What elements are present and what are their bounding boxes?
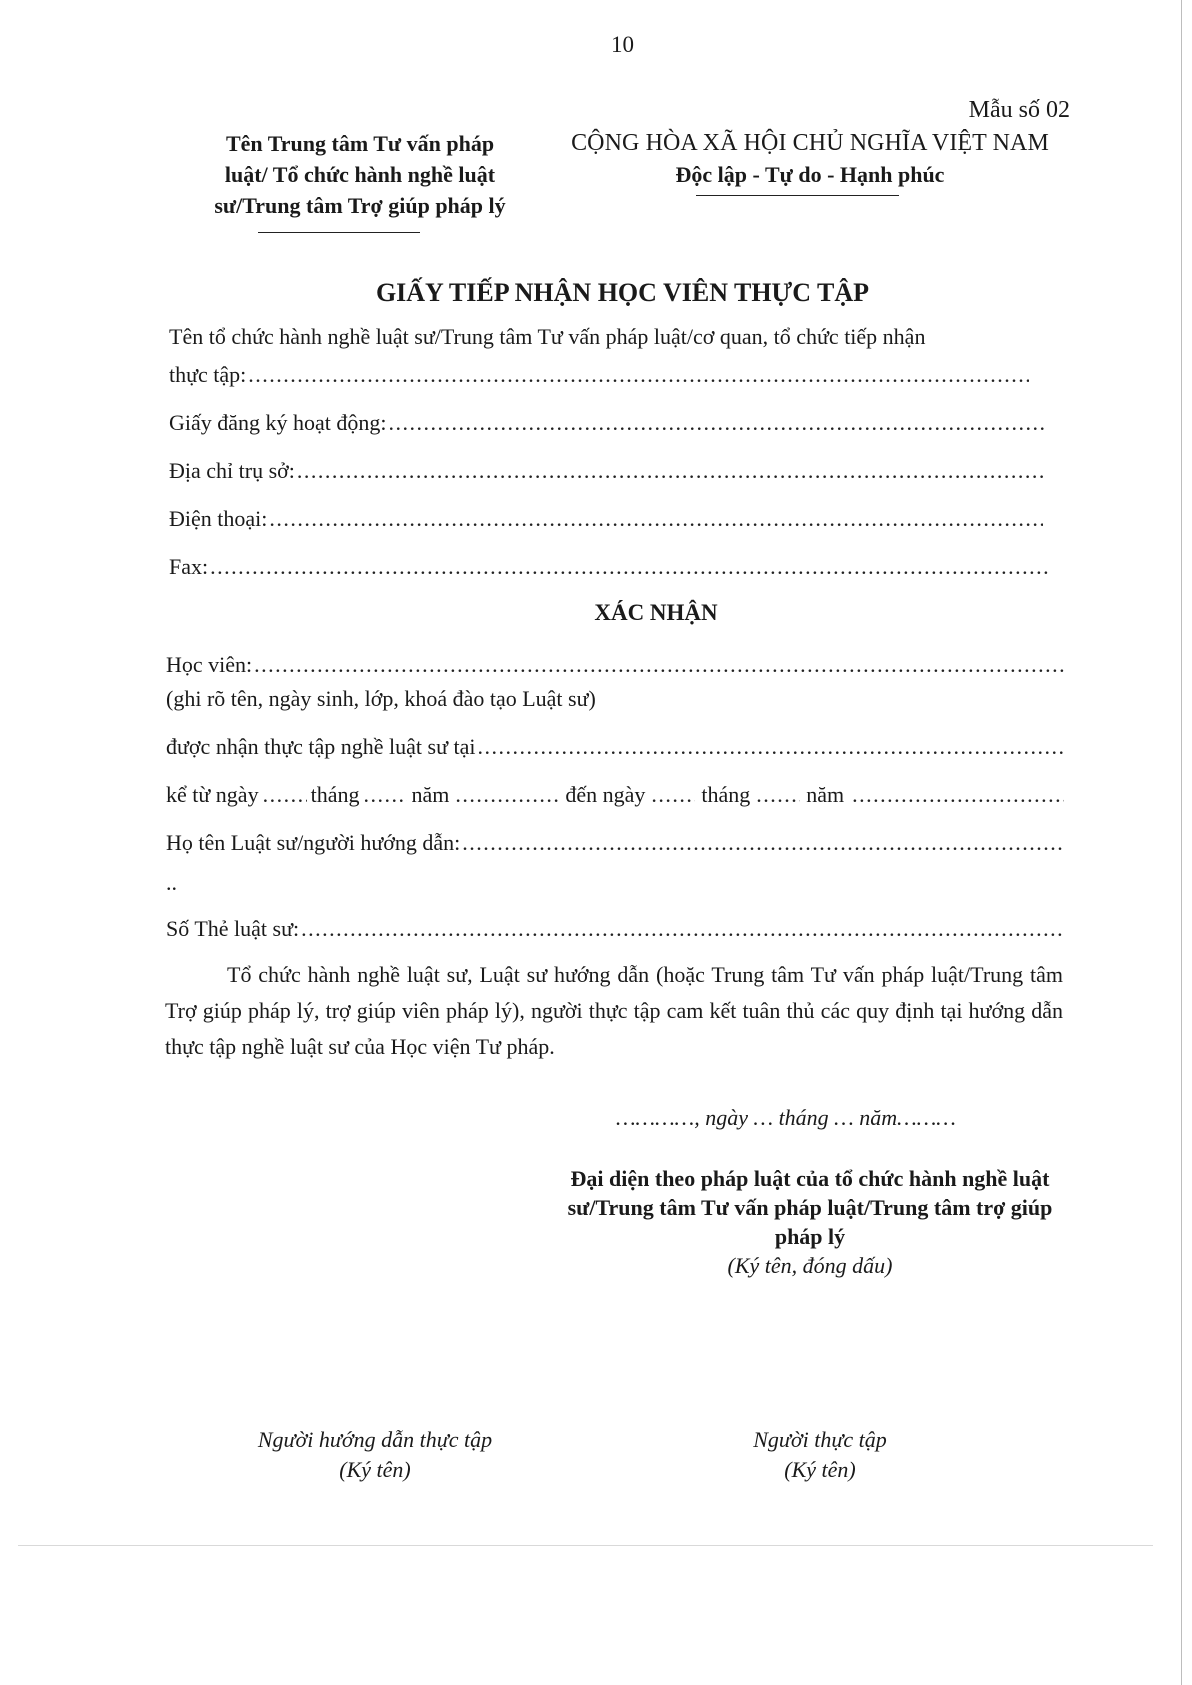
dotted-leader	[363, 780, 407, 810]
org-line: sư/Trung tâm Trợ giúp pháp lý	[214, 193, 506, 218]
dotted-leader	[210, 552, 1049, 582]
field-hint: (ghi rõ tên, ngày sinh, lớp, khoá đào tạo Luật sư)	[166, 686, 596, 711]
field-student	[166, 650, 1064, 680]
field-org-name-cont	[169, 360, 1029, 390]
footer-divider	[18, 1545, 1153, 1546]
dotted-leader	[462, 828, 1064, 858]
mentor-signature-note: (Ký tên)	[339, 1457, 411, 1482]
dotted-leader	[254, 650, 1064, 680]
field-label: được nhận thực tập nghề luật sư tại	[166, 734, 476, 759]
form-code: Mẫu số 02	[968, 97, 1070, 123]
motto-underline	[696, 195, 899, 196]
field-label: Địa chỉ trụ sở:	[169, 458, 295, 483]
national-header	[530, 128, 1090, 190]
label-to-day: đến ngày	[565, 782, 646, 807]
dotted-leader	[263, 780, 307, 810]
org-line: luật/ Tổ chức hành nghề luật	[224, 162, 496, 187]
field-registration	[169, 408, 1047, 438]
dotted-leader	[389, 408, 1047, 438]
nation-name: CỘNG HÒA XÃ HỘI CHỦ NGHĨA VIỆT NAM	[571, 130, 1049, 156]
continuation-dots: ..	[166, 870, 177, 895]
mentor-signature	[200, 1425, 550, 1485]
document-title: GIẤY TIẾP NHẬN HỌC VIÊN THỰC TẬP	[375, 278, 870, 307]
field-label: Tên tổ chức hành nghề luật sư/Trung tâm Tư vấn pháp luật/cơ quan, tổ chức tiếp nhận	[169, 324, 926, 349]
section-heading: XÁC NHẬN	[594, 600, 718, 625]
representative-title: Đại diện theo pháp luật của tổ chức hành nghề luật sư/Trung tâm Tư vấn pháp luật/Trung tâm trợ giúp pháp lý	[567, 1166, 1053, 1249]
field-label: Học viên:	[166, 652, 253, 677]
national-motto: Độc lập - Tự do - Hạnh phúc	[675, 162, 945, 187]
dotted-leader	[301, 914, 1062, 944]
field-label: Số Thẻ luật sư:	[166, 916, 300, 941]
field-label: thực tập:	[169, 362, 247, 387]
label-month: tháng	[701, 782, 751, 807]
dotted-leader	[269, 504, 1043, 534]
dotted-leader	[651, 780, 695, 810]
trainee-signature-note: (Ký tên)	[784, 1457, 856, 1482]
dotted-leader	[455, 780, 559, 810]
dotted-leader	[852, 780, 1064, 810]
field-period	[166, 780, 1064, 810]
label-from-day: kể từ ngày	[166, 782, 259, 807]
issuing-organization	[155, 128, 565, 221]
representative-signature	[560, 1164, 1060, 1280]
field-continuation	[166, 868, 266, 898]
field-label: Họ tên Luật sư/người hướng dẫn:	[166, 830, 461, 855]
page-number: 10	[611, 32, 634, 57]
field-label: Điện thoại:	[169, 506, 268, 531]
dotted-leader	[756, 780, 800, 810]
student-note	[166, 684, 1064, 714]
label-year: năm	[806, 782, 845, 807]
dotted-leader	[297, 456, 1043, 486]
dotted-leader	[248, 360, 1029, 390]
trainee-signature-title: Người thực tập	[753, 1427, 887, 1452]
commitment-paragraph: Tổ chức hành nghề luật sư, Luật sư hướng dẫn (hoặc Trung tâm Tư vấn pháp luật/Trung tâm Trợ giúp pháp lý, trợ giúp viên pháp lý), người thực tập cam kết tuân thủ các quy định tại hướng dẫn thực tập nghề luật sư của Học viện Tư pháp.	[165, 962, 1063, 1059]
label-month: tháng	[310, 782, 360, 807]
trainee-signature	[690, 1425, 950, 1485]
field-lawyer-card	[166, 914, 1062, 944]
org-underline	[258, 232, 420, 233]
field-label: Fax:	[169, 554, 209, 579]
page-edge-line	[1181, 0, 1182, 1685]
representative-sign-note: (Ký tên, đóng dấu)	[727, 1253, 893, 1278]
org-line: Tên Trung tâm Tư vấn pháp	[225, 131, 495, 156]
field-label: Giấy đăng ký hoạt động:	[169, 410, 387, 435]
label-year: năm	[411, 782, 450, 807]
field-fax	[169, 552, 1049, 582]
field-mentor	[166, 828, 1064, 858]
date-line: …………, ngày … tháng … năm………	[616, 1105, 956, 1130]
field-org-name	[169, 322, 1069, 352]
field-accepted-at	[166, 732, 1064, 762]
mentor-signature-title: Người hướng dẫn thực tập	[257, 1427, 493, 1452]
field-phone	[169, 504, 1043, 534]
dotted-leader	[478, 732, 1065, 762]
field-address	[169, 456, 1043, 486]
